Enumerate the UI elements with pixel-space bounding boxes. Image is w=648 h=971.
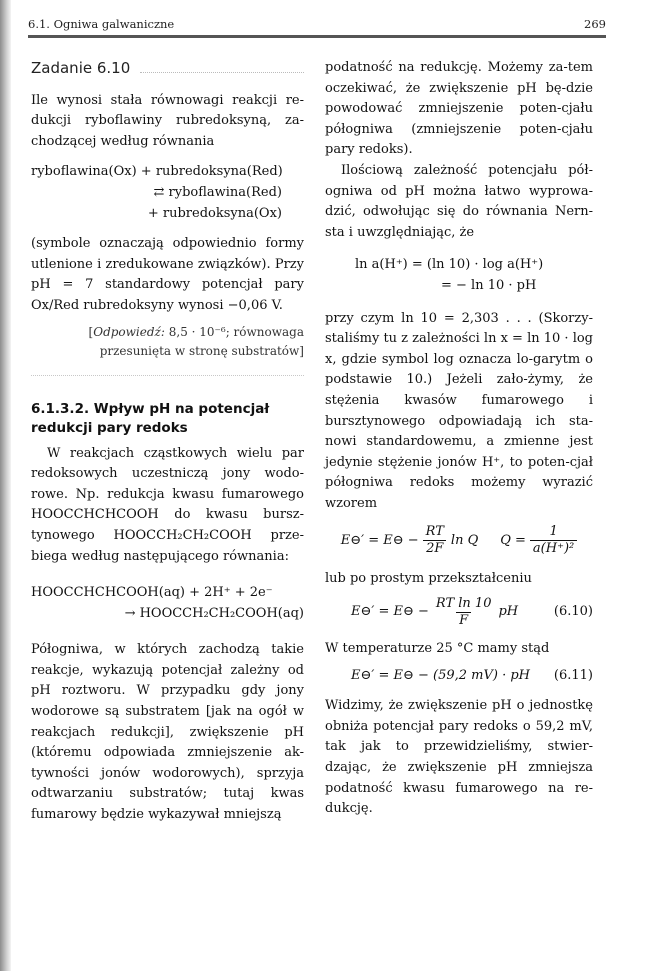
f2-numerator: 1 — [549, 524, 558, 540]
f3-denominator: F — [456, 612, 471, 629]
f3-numerator: RT ln 10 — [435, 596, 492, 612]
right-para-5: W temperaturze 25 °C mamy stąd — [325, 641, 550, 657]
f2-fraction — [530, 524, 577, 557]
task-answer: [Odpowiedź: 8,5 · 10⁻⁶; równowaga przesunięta w stronę substratów] — [88, 324, 304, 358]
f4-formula: E⊖′ = E⊖ − (59,2 mV) · pH — [351, 667, 531, 683]
f1-denominator: 2F — [423, 540, 446, 557]
formula-q — [500, 524, 577, 557]
ln-eq-line-1: ln a(H⁺) = (ln 10) · log a(H⁺) — [355, 257, 544, 273]
task-text-2: (symbole oznaczają odpowiednio formy utlenione i zredukowane związków). Przy pH = 7 standardowy potencjał pary Ox/Red rubredoksyny wynosi −0,06 V. — [31, 236, 304, 313]
reaction-line-2: ⇄ ryboflawina(Red) — [153, 184, 282, 200]
right-para-2: Ilościową zależność potencjału pół-ogniwa od pH można łatwo wyprowa-dzić, odwołując się do równania Nern-sta i uwzględniając, że — [325, 162, 593, 240]
task-separator — [31, 375, 304, 376]
ln-eq-line-2: = − ln 10 · pH — [441, 277, 537, 293]
section-title: 6.1. Ogniwa galwaniczne — [28, 17, 175, 31]
equation-number-6-11: (6.11) — [553, 667, 593, 683]
f2-lhs: Q = — [500, 532, 526, 548]
f3-formula — [351, 596, 518, 629]
section-text-2: Półogniwa, w których zachodzą takie reakcje, wykazują potencjał zależny od pH roztworu. W przypadku gdy jony wodorowe są substratem [jak na ogół w reakcjach redukcji], zwiększenie pH (któremu odpowiada zmniejszenie ak-tywności jonów wodorowych), sprzyja odtwarzaniu substratów; tutaj kwas fumarowy będzie wykazywał mniejszą — [31, 642, 304, 823]
running-head — [28, 17, 606, 34]
right-para-3: przy czym ln 10 = 2,303 . . . (Skorzy-staliśmy tu z zależności ln x = ln 10 · log x, gdzie symbol log oznacza lo-garytm o podstawie 10.) Jeżeli zało-żymy, że stężenia kwasów fumarowego i bursztynowego odpowiadają ich sta-nowi standardowemu, a zmienne jest jedynie stężenie jonów H⁺, to poten-cjał półogniwa redoks możemy wyrazić wzorem — [325, 310, 593, 511]
f1-fraction — [423, 524, 447, 557]
left-column — [31, 58, 304, 826]
right-para-6: Widzimy, że zwiększenie pH o jednostkę obniża potencjał pary redoks o 59,2 mV, tak jak to przewidzieliśmy, stwier-dzając, że zwiększenie pH zmniejsza podatność kwasu fumarowego na re-dukcję. — [325, 698, 593, 817]
reaction-line-1: ryboflawina(Ox) + rubredoksyna(Red) — [31, 164, 283, 180]
f1-lhs: E⊖′ = E⊖ − — [340, 532, 419, 548]
task-title: Zadanie 6.10 — [31, 59, 131, 77]
right-para-4: lub po prostym przekształceniu — [325, 571, 532, 587]
f3-lhs: E⊖′ = E⊖ − — [351, 604, 429, 620]
nernst-formulas — [325, 524, 593, 557]
page-number: 269 — [584, 17, 606, 31]
fumarate-equation — [31, 583, 304, 624]
section-heading: 6.1.3.2. Wpływ pH na potencjał redukcji pary redoks — [31, 400, 270, 436]
f3-fraction — [433, 596, 495, 629]
task-text: Ile wynosi stała równowagi reakcji re-dukcji ryboflawiny rubredoksyną, za-chodzącej według równania — [31, 92, 304, 149]
right-column — [325, 58, 593, 820]
fumarate-line-2: → HOOCCH₂CH₂COOH(aq) — [124, 605, 304, 621]
formula-nernst — [341, 524, 478, 557]
book-spine-shadow — [0, 0, 11, 971]
reaction-equation — [31, 162, 304, 224]
right-para-1: podatność na redukcję. Możemy za-tem oczekiwać, że zwiększenie pH bę-dzie powodować zmniejszenie poten-cjału półogniwa (zmniejszenie poten-cjału pary redoks). — [325, 60, 593, 158]
f1-tail: ln Q — [450, 532, 479, 548]
answer-line-2: przesunięta w stronę substratów] — [99, 343, 304, 358]
equation-6-10 — [325, 596, 593, 629]
reaction-line-3: + rubredoksyna(Ox) — [147, 205, 282, 221]
f2-denominator: a(H⁺)² — [530, 540, 577, 557]
equation-6-11 — [325, 666, 593, 687]
section-text: W reakcjach cząstkowych wielu par redoksowych uczestniczą jony wodo-rowe. Np. redukcja kwasu fumarowego HOOCCHCHCOOH do kwasu bursz-tynowego HOOCCH₂CH₂COOH prze-biega według następującego równania: — [31, 445, 304, 564]
ln-equation — [355, 255, 593, 296]
f3-tail: pH — [498, 604, 519, 620]
task-heading — [31, 58, 304, 79]
f1-numerator: RT — [425, 524, 444, 540]
header-rule — [28, 35, 606, 38]
answer-label: Odpowiedź: — [93, 324, 165, 339]
fumarate-line-1: HOOCCHCHCOOH(aq) + 2H⁺ + 2e⁻ — [31, 585, 273, 601]
equation-number-6-10: (6.10) — [553, 604, 593, 620]
task-heading-dots — [140, 64, 304, 73]
answer-value: 8,5 · 10⁻⁶; równowaga — [168, 324, 304, 339]
